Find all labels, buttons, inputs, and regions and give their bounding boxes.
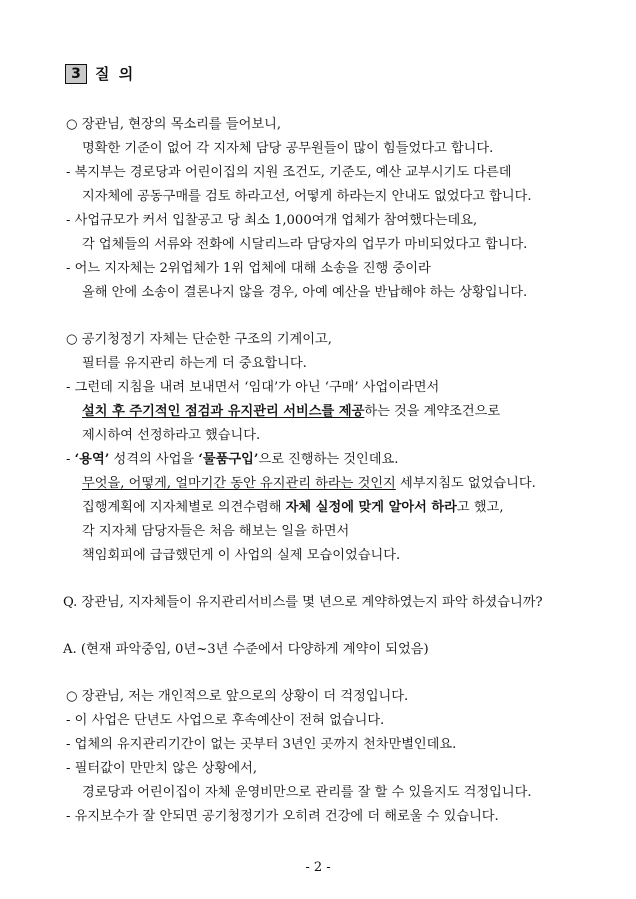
paragraph-text: 세부지침도 없었습니다. [395, 476, 536, 491]
paragraph-text: 하는 것을 계약조건으로 [364, 404, 501, 419]
section-title: 질 의 [95, 65, 136, 83]
emphasis-text: ‘물품구입’ [198, 452, 259, 467]
paragraph-line: - 유지보수가 잘 안되면 공기청정기가 오히려 건강에 더 해로울 수 있습니다. [66, 809, 499, 824]
paragraph-text: 으로 진행하는 것인데요. [258, 452, 399, 467]
paragraph-line [82, 403, 500, 421]
paragraph-line: 제시하여 선정하라고 했습니다. [82, 428, 261, 443]
paragraph-line [82, 499, 504, 517]
paragraph-line: 경로당과 어린이집이 자체 운영비만으로 관리를 잘 할 수 있을지도 걱정입니다. [82, 785, 532, 800]
paragraph-text: 성격의 사업을 [109, 452, 199, 467]
paragraph-line [82, 475, 536, 493]
paragraph-line: - 필터값이 만만치 않은 상황에서, [66, 761, 258, 776]
emphasis-text: 설치 후 주기적인 점검과 유지관리 서비스를 제공 [82, 404, 365, 419]
answer-line: A. (현재 파악중임, 0년~3년 수준에서 다양하게 계약이 되었음) [63, 642, 429, 657]
paragraph-line: ○ 장관님, 현장의 목소리를 들어보니, [66, 117, 282, 132]
question-line: Q. 장관님, 지자체들이 유지관리서비스를 몇 년으로 계약하였는지 파악 하셨습니까? [63, 595, 543, 610]
paragraph-line: - 사업규모가 커서 입찰공고 당 최소 1,000여개 업체가 참여했다는데요, [66, 213, 478, 228]
paragraph-text: - [66, 452, 75, 467]
paragraph-line: 각 업체들의 서류와 전화에 시달리느라 담당자의 업무가 마비되었다고 합니다. [82, 237, 528, 252]
emphasis-text: 자체 실정에 맞게 알아서 하라 [285, 500, 457, 515]
paragraph-line: - 이 사업은 단년도 사업으로 후속예산이 전혀 없습니다. [66, 713, 385, 728]
underlined-text: 무엇을, 어떻게, 얼마기간 동안 유지관리 하라는 것인지 [82, 476, 396, 491]
paragraph-line: - 그런데 지침을 내려 보내면서 ‘임대’가 아닌 ‘구매’ 사업이라면서 [66, 380, 440, 395]
paragraph-line: 각 지자체 담당자들은 처음 해보는 일을 하면서 [82, 524, 350, 539]
paragraph-line: 책임회피에 급급했던게 이 사업의 실제 모습이었습니다. [82, 548, 401, 563]
paragraph-line: ○ 공기청정기 자체는 단순한 구조의 기계이고, [66, 332, 332, 347]
paragraph-text: 집행계획에 지자체별로 의견수렴해 [82, 500, 286, 515]
paragraph-line: - 업체의 유지관리기간이 없는 곳부터 3년인 곳까지 천차만별인데요. [66, 737, 457, 752]
paragraph-line: - 복지부는 경로당과 어린이집의 지원 조건도, 기준도, 예산 교부시기도 다른데 [66, 165, 512, 180]
emphasis-text: ‘용역’ [74, 452, 110, 467]
paragraph-line: 올해 안에 소송이 결론나지 않을 경우, 아예 예산을 반납해야 하는 상황입니다. [82, 285, 528, 300]
paragraph-line: ○ 장관님, 저는 개인적으로 앞으로의 상황이 더 걱정입니다. [66, 689, 409, 704]
paragraph-line: 필터를 유지관리 하는게 더 중요합니다. [82, 356, 307, 371]
section-number-box: 3 [65, 64, 87, 84]
paragraph-text: 고 했고, [456, 500, 504, 515]
paragraph-line: 명확한 기준이 없어 각 지자체 담당 공무원들이 많이 힘들었다고 합니다. [82, 141, 494, 156]
paragraph-line: - 어느 지자체는 2위업체가 1위 업체에 대해 소송을 진행 중이라 [66, 261, 431, 276]
paragraph-line [66, 451, 398, 469]
paragraph-line: 지자체에 공동구매를 검토 하라고선, 어떻게 하라는지 안내도 없었다고 합니다. [82, 189, 532, 204]
section-heading [65, 63, 135, 84]
page-number: - 2 - [305, 860, 331, 875]
